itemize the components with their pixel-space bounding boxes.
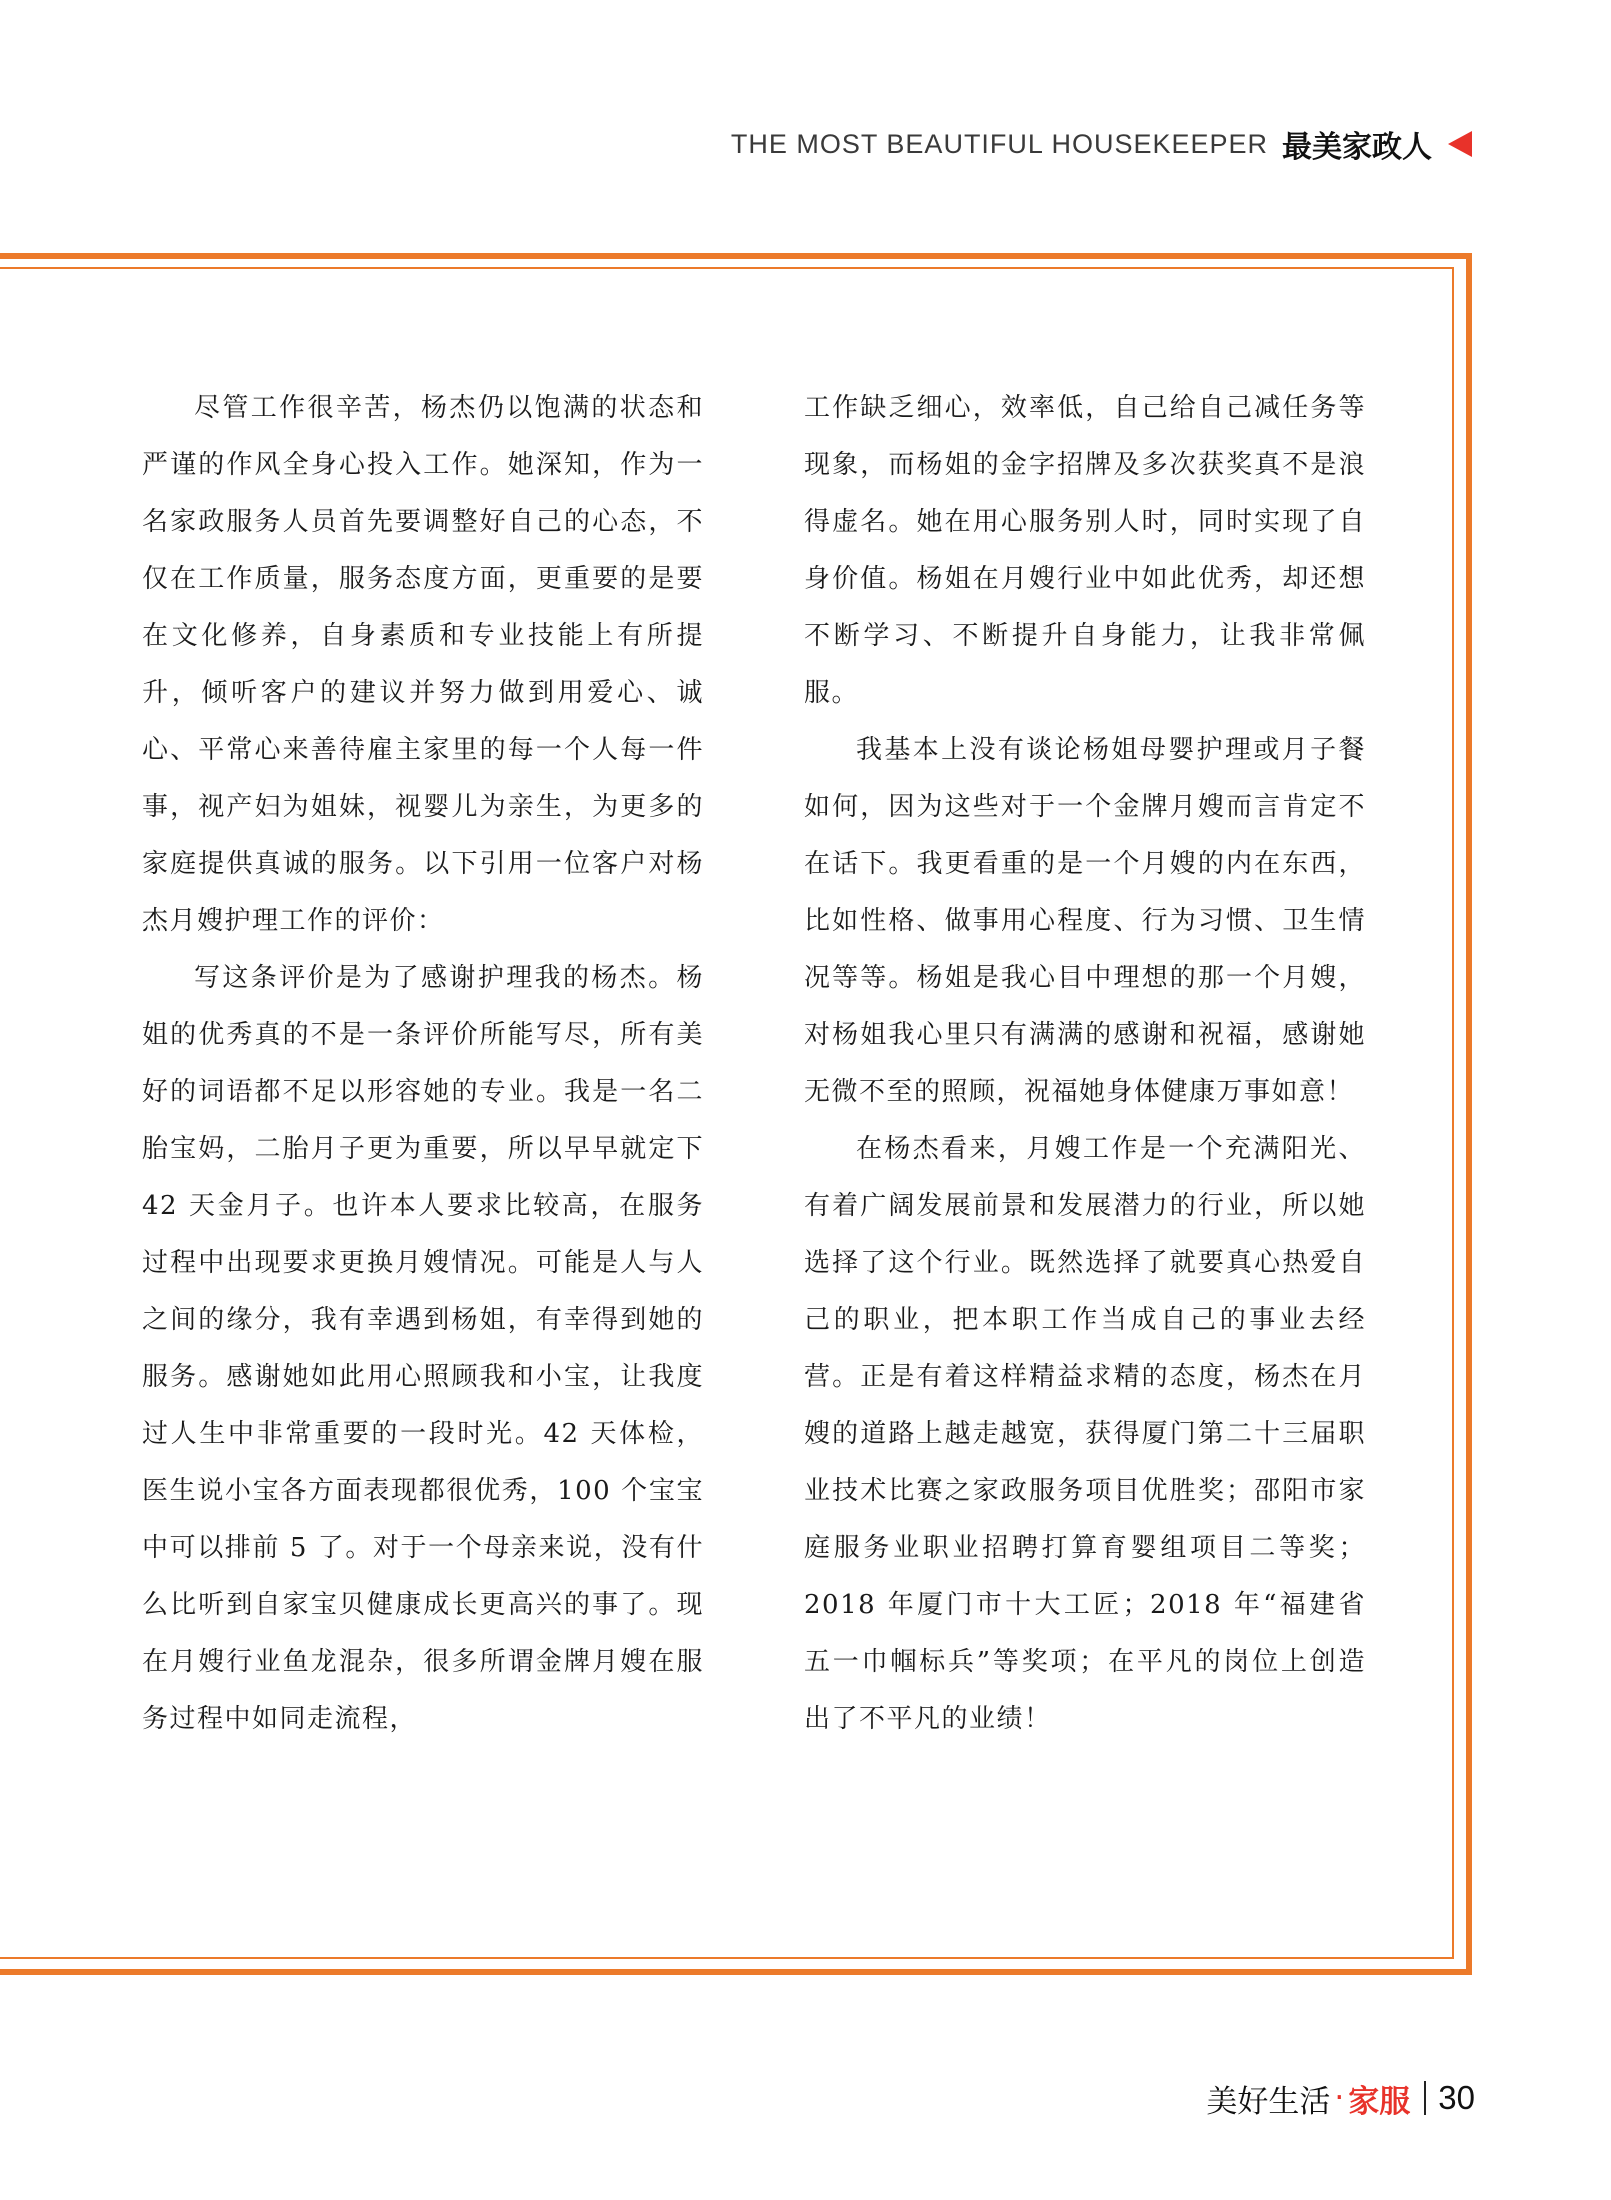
paragraph: 写这条评价是为了感谢护理我的杨杰。杨姐的优秀真的不是一条评价所能写尽，所有美好的词语都不足以形容她的专业。我是一名二胎宝妈，二胎月子更为重要，所以早早就定下 42 天金月子。也许本人要求比较高，在服务过程中出现要求更换月嫂情况。可能是人与人之间的缘分，我有幸遇到杨姐，有幸得到她的服务。感谢她如此用心照顾我和小宝，让我度过人生中非常重要的一段时光。42 天体检，医生说小宝各方面表现都很优秀，100 个宝宝中可以排前 5 了。对于一个母亲来说，没有什么比听到自家宝贝健康成长更高兴的事了。现在月嫂行业鱼龙混杂，很多所谓金牌月嫂在服务过程中如同走流程， — [142, 963, 704, 1734]
header-chinese-title: 最美家政人 — [1282, 130, 1432, 165]
paragraph: 尽管工作很辛苦，杨杰仍以饱满的状态和严谨的作风全身心投入工作。她深知，作为一名家政服务人员首先要调整好自己的心态，不仅在工作质量，服务态度方面，更重要的是要在文化修养，自身素质和专业技能上有所提升，倾听客户的建议并努力做到用爱心、诚心、平常心来善待雇主家里的每一个人每一件事，视产妇为姐妹，视婴儿为亲生，为更多的家庭提供真诚的服务。以下引用一位客户对杨杰月嫂护理工作的评价： — [142, 393, 704, 936]
header-english-title: THE MOST BEAUTIFUL HOUSEKEEPER — [730, 128, 1268, 159]
article-left-column — [142, 380, 704, 1748]
footer-divider — [1424, 2081, 1426, 2115]
section-name: 家服 — [1348, 2083, 1411, 2120]
paragraph-continued: 工作缺乏细心，效率低，自己给自己减任务等现象，而杨姐的金字招牌及多次获奖真不是浪得虚名。她在用心服务别人时，同时实现了自身价值。杨姐在月嫂行业中如此优秀，却还想不断学习、不断提升自身能力，让我非常佩服。 — [804, 393, 1366, 708]
page-header — [731, 122, 1472, 166]
page-footer — [1206, 2075, 1475, 2121]
paragraph: 我基本上没有谈论杨姐母婴护理或月子餐如何，因为这些对于一个金牌月嫂而言肯定不在话下。我更看重的是一个月嫂的内在东西，比如性格、做事用心程度、行为习惯、卫生情况等等。杨姐是我心目中理想的那一个月嫂，对杨姐我心里只有满满的感谢和祝福，感谢她无微不至的照顾，祝福她身体健康万事如意！ — [804, 735, 1366, 1107]
red-triangle-icon — [1448, 131, 1472, 157]
footer-dot: · — [1334, 2080, 1345, 2116]
paragraph: 在杨杰看来，月嫂工作是一个充满阳光、有着广阔发展前景和发展潜力的行业，所以她选择了这个行业。既然选择了就要真心热爱自己的职业，把本职工作当成自己的事业去经营。正是有着这样精益求精的态度，杨杰在月嫂的道路上越走越宽，获得厦门第二十三届职业技术比赛之家政服务项目优胜奖；邵阳市家庭服务业职业招聘打算育婴组项目二等奖；2018 年厦门市十大工匠；2018 年“福建省五一巾帼标兵”等奖项；在平凡的岗位上创造出了不平凡的业绩！ — [804, 1134, 1366, 1734]
magazine-name: 美好生活 — [1206, 2083, 1331, 2120]
article-right-column — [804, 380, 1366, 1748]
page-number: 30 — [1438, 2079, 1475, 2116]
